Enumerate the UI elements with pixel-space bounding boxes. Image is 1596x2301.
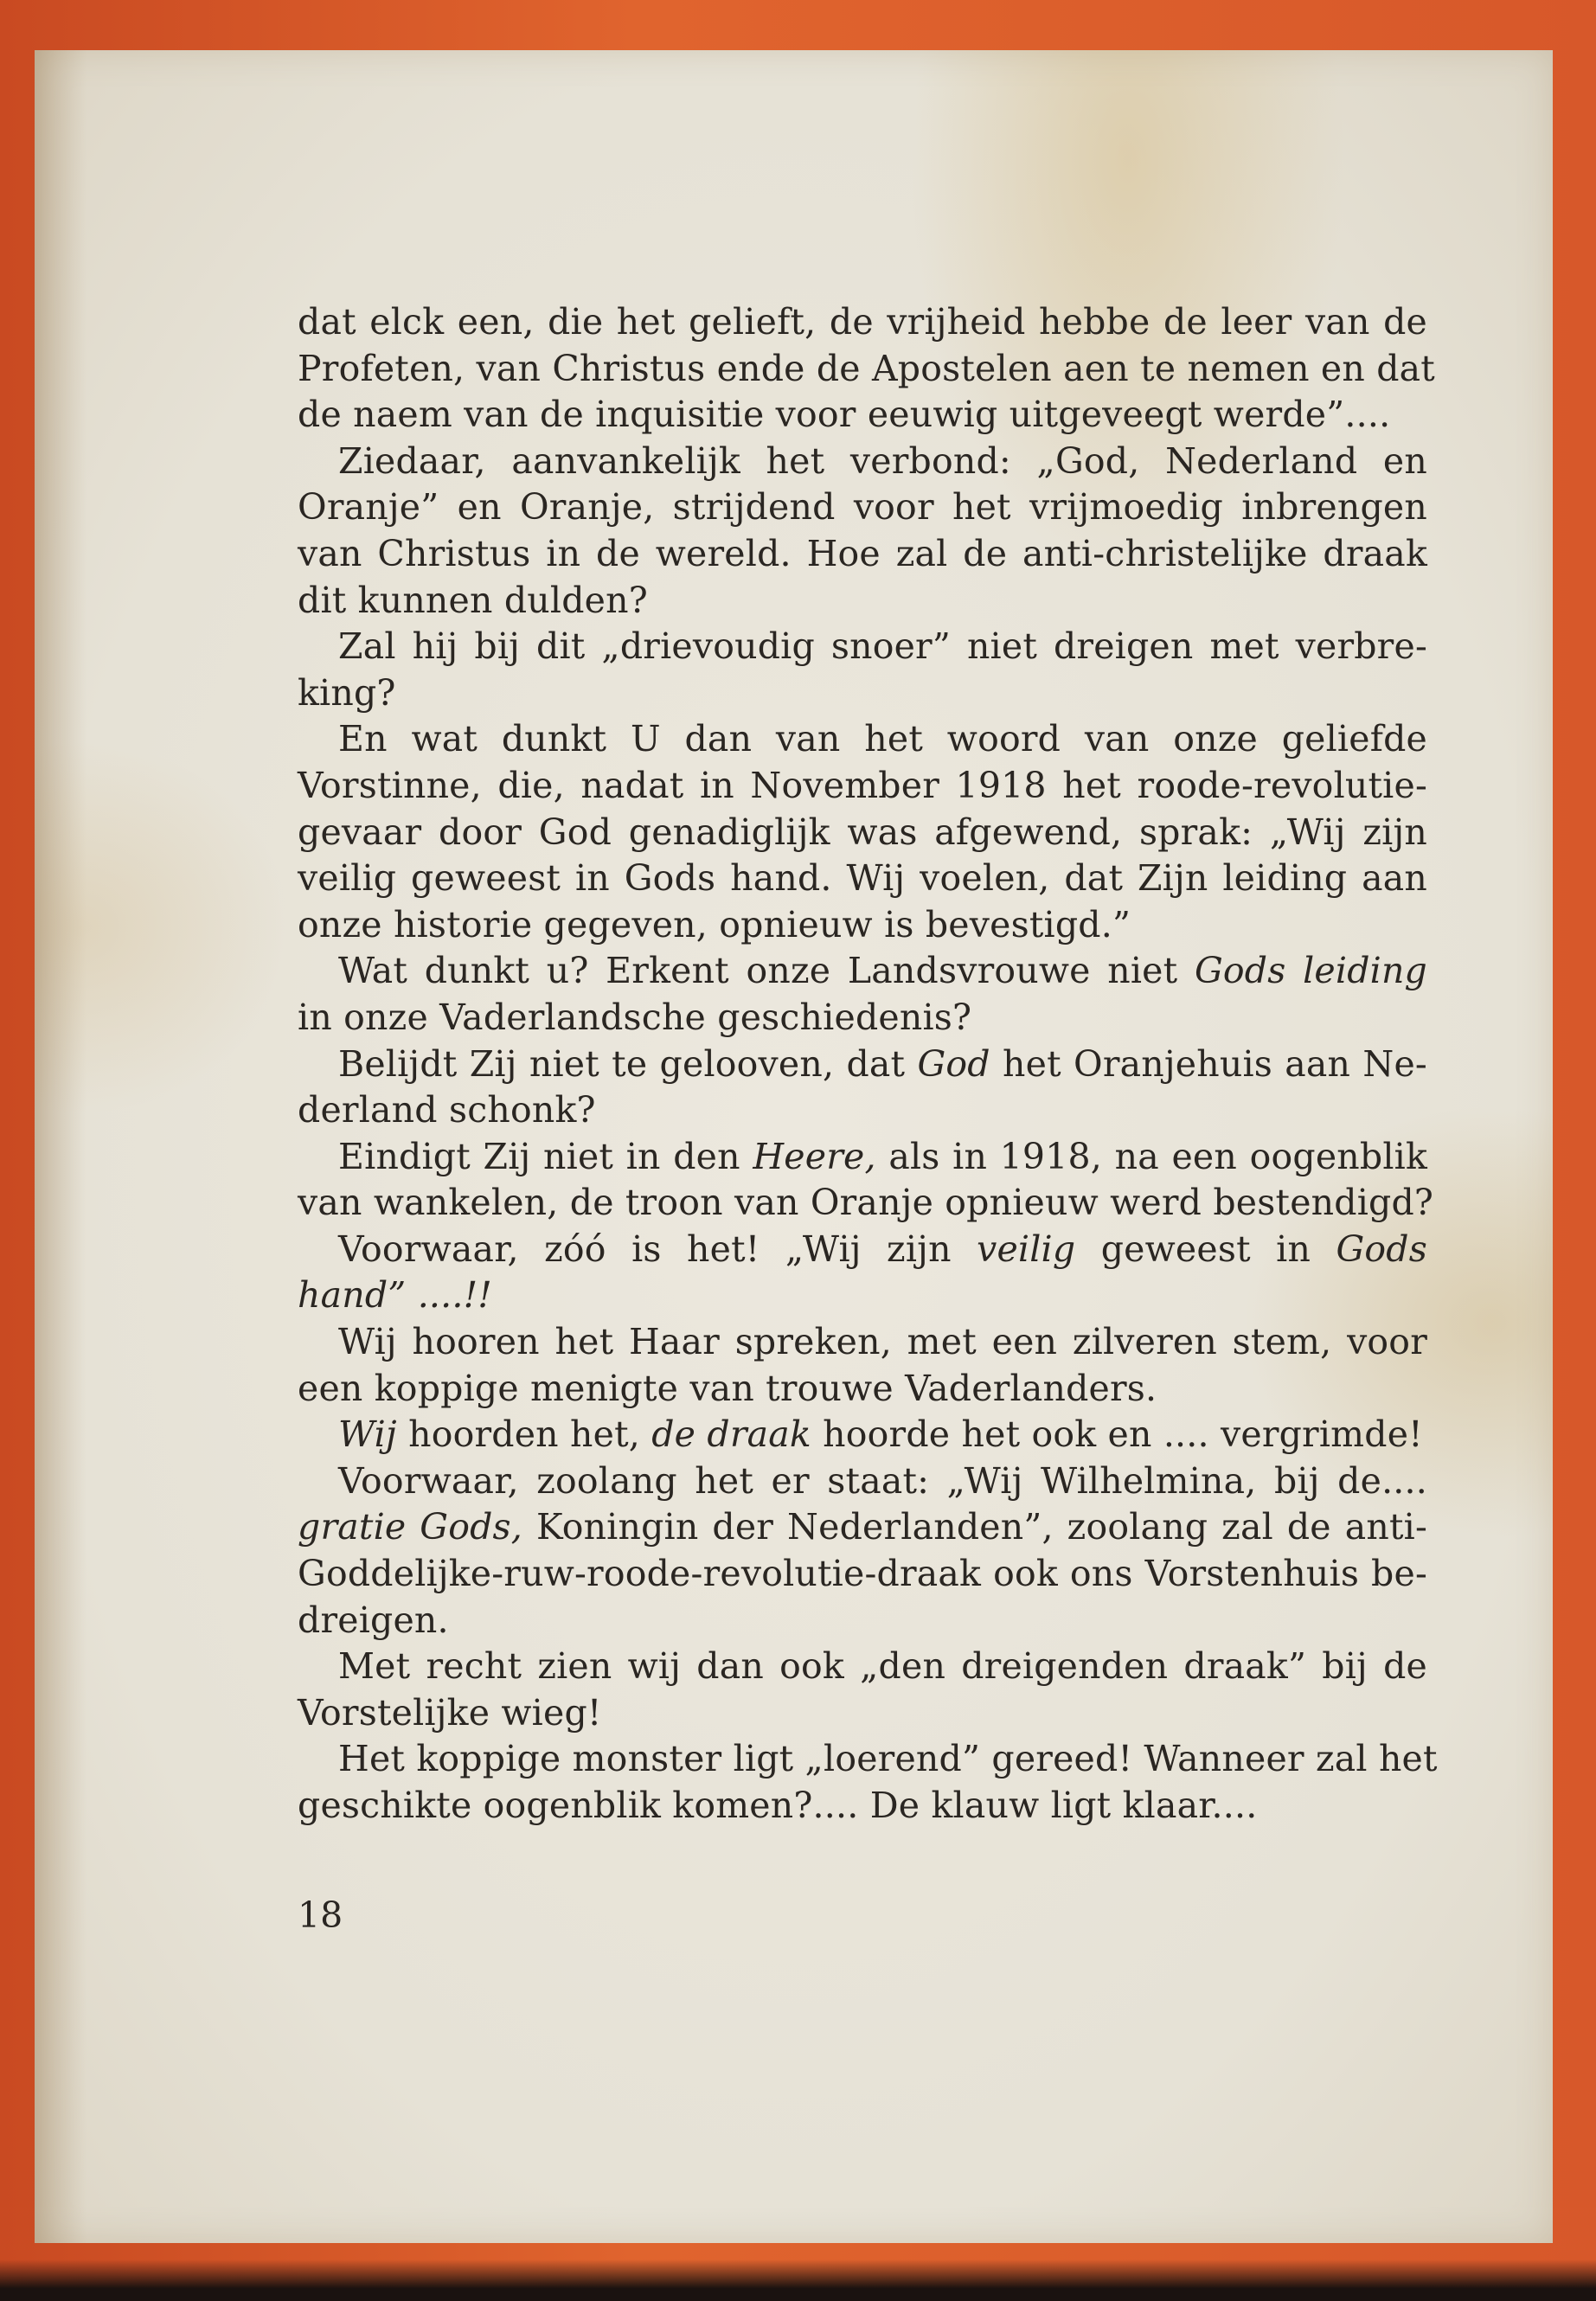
paper-page [35,50,1553,2243]
emphasis: Gods [1336,1227,1427,1270]
text-line: Voorwaar, zoolang het er staat: „Wij Wilhelmina, bij de.... [338,1459,1427,1502]
text-line: Belijdt Zij niet te gelooven, dat God het Oranjehuis aan Ne- [338,1042,1427,1085]
text-line: dat elck een, die het gelieft, de vrijheid hebbe de leer van de [298,301,1427,343]
text-line: een koppige menigte van trouwe Vaderlanders. [298,1367,1157,1409]
emphasis: hand” ....!! [298,1274,492,1317]
text-line: Oranje” en Oranje, strijdend voor het vrijmoedig inbrengen [298,486,1427,529]
text-line: Wat dunkt u? Erkent onze Landsvrouwe niet Gods leiding [338,950,1427,992]
text-line: van Christus in de wereld. Hoe zal de anti-christelijke draak [298,532,1427,574]
text-line: Vorstelijke wieg! [298,1691,602,1734]
text-line: Met recht zien wij dan ook „den dreigenden draak” bij de [338,1645,1427,1688]
text-line: king? [298,671,396,714]
text-line: Ziedaar, aanvankelijk het verbond: „God, Nederland en [338,439,1427,482]
text-line: gevaar door God genadiglijk was afgewend, sprak: „Wij zijn [298,811,1427,853]
text-line: Wij hoorden het, de draak hoorde het ook en .... vergrimde! [338,1413,1423,1456]
text-line: onze historie gegeven, opnieuw is bevestigd.” [298,903,1131,945]
emphasis: Gods leiding [1194,950,1427,992]
text-line: derland schonk? [298,1089,596,1131]
emphasis: God [917,1042,990,1085]
text-line: Eindigt Zij niet in den Heere, als in 1918, na een oogenblik [338,1135,1428,1177]
text-line: gratie Gods, Koningin der Nederlanden”, zoolang zal de anti- [298,1506,1427,1548]
text-line [298,1272,1427,1319]
emphasis: de draak [651,1413,811,1456]
scan-edge-shadow [0,2259,1596,2301]
emphasis: Heere, [753,1135,876,1177]
text-line: Profeten, van Christus ende de Apostelen aen te nemen en dat [298,347,1435,389]
text-line: dreigen. [298,1599,449,1641]
body-text [298,299,1438,1830]
text-line: in onze Vaderlandsche geschiedenis? [298,996,972,1038]
text-line: Wij hooren het Haar spreken, met een zilveren stem, voor [338,1321,1427,1363]
text-line: de naem van de inquisitie voor eeuwig uitgeveegt werde”.... [298,394,1391,436]
text-line: Zal hij bij dit „drievoudig snoer” niet dreigen met verbre- [338,625,1427,668]
text-line: En wat dunkt U dan van het woord van onze geliefde [338,718,1427,760]
page-number: 18 [298,1894,343,1936]
text-line: Voorwaar, zóó is het! „Wij zijn veilig geweest in Gods [338,1227,1427,1270]
text-line: Goddelijke-ruw-roode-revolutie-draak ook ons Vorstenhuis be- [298,1553,1427,1595]
emphasis: gratie Gods, [298,1506,523,1548]
text-line: geschikte oogenblik komen?.... De klauw ligt klaar.... [298,1785,1258,1826]
text-line: Vorstinne, die, nadat in November 1918 het roode-revolutie- [298,764,1427,806]
text-line: van wankelen, de troon van Oranje opnieuw werd bestendigd? [298,1182,1434,1224]
emphasis: veilig [977,1227,1076,1270]
emphasis: Wij [338,1413,397,1456]
text-line: Het koppige monster ligt „loerend” gereed! Wanneer zal het [338,1738,1438,1780]
text-line: dit kunnen dulden? [298,579,648,621]
text-line: veilig geweest in Gods hand. Wij voelen, dat Zijn leiding aan [298,857,1427,900]
